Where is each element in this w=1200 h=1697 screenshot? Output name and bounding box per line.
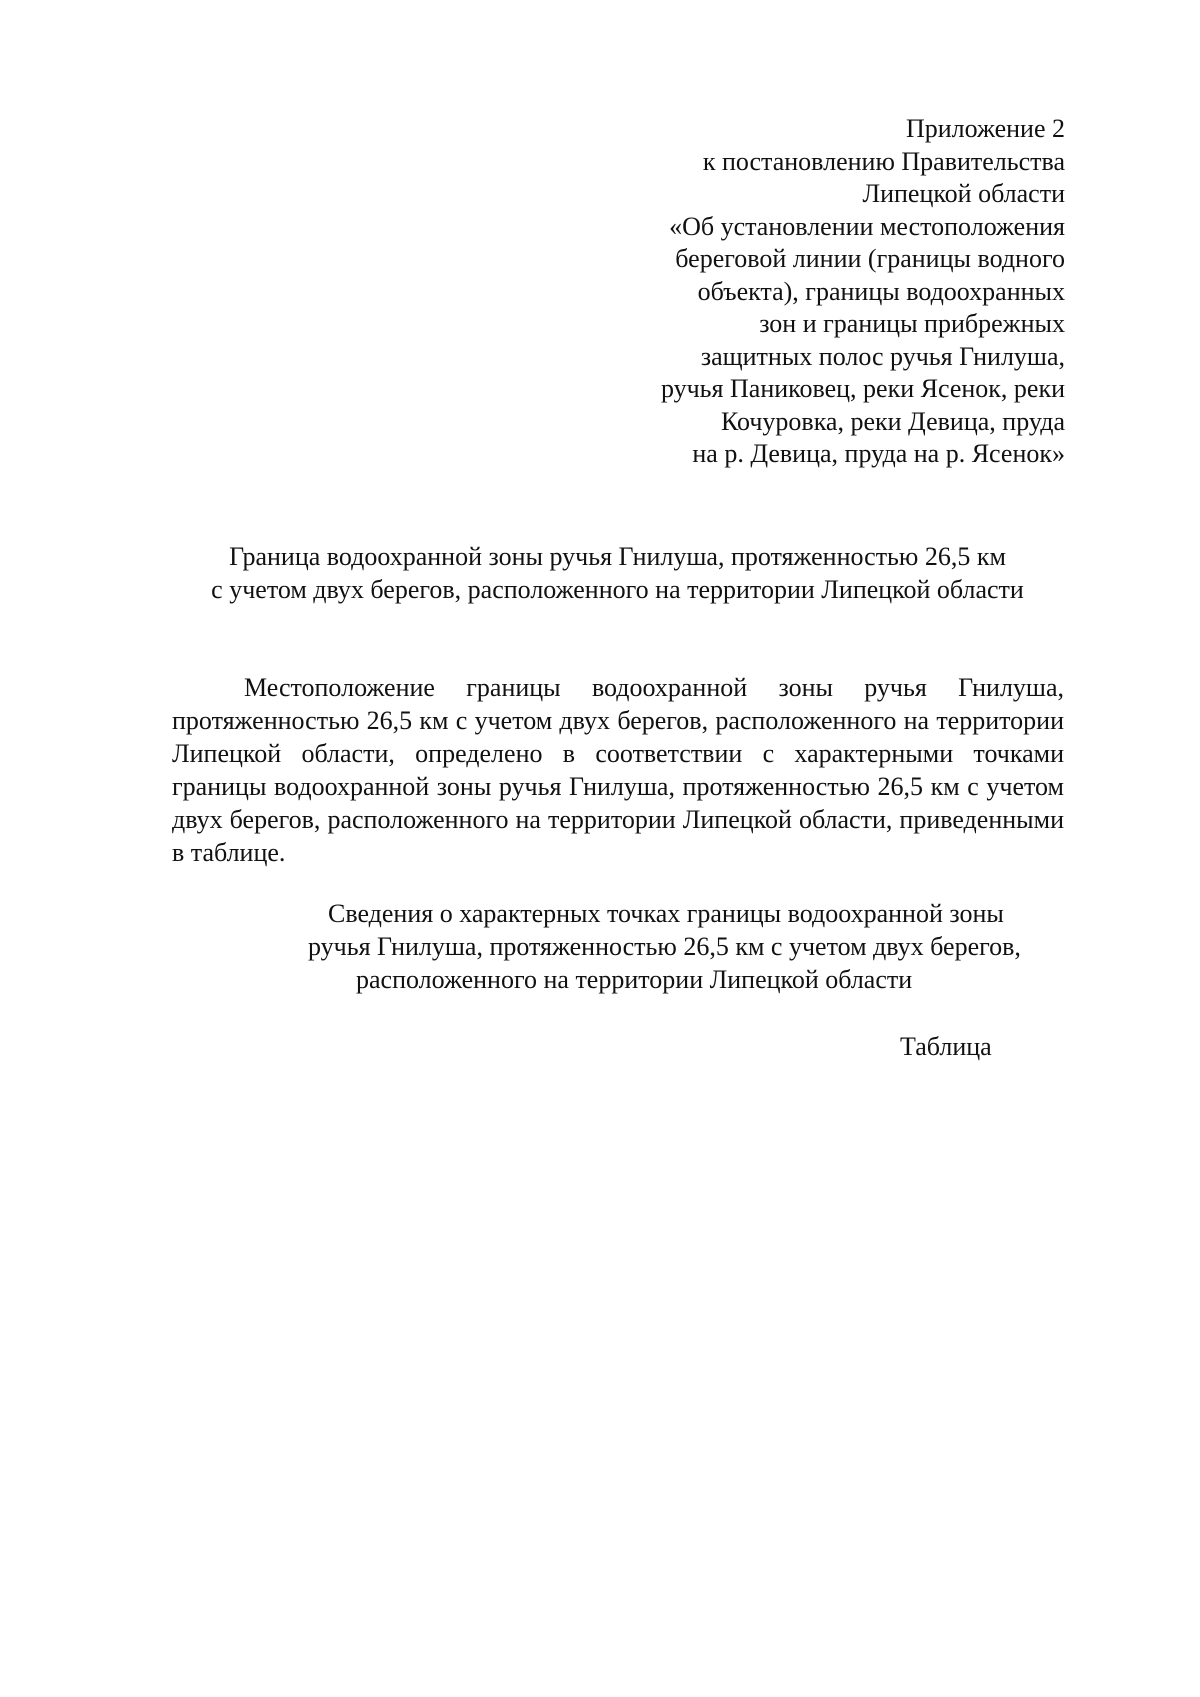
caption-line: Сведения о характерных точках границы водоохранной зоны — [328, 899, 1004, 928]
title-line: с учетом двух берегов, расположенного на территории Липецкой области — [211, 575, 1024, 604]
appendix-line: Липецкой области — [862, 179, 1065, 208]
appendix-line: «Об установлении местоположения — [669, 211, 1065, 241]
appendix-line: защитных полос ручья Гнилуша, — [700, 341, 1065, 371]
document-title — [170, 540, 1065, 606]
caption-line: ручья Гнилуша, протяженностью 26,5 км с учетом двух берегов, — [308, 932, 1021, 961]
appendix-line: к постановлению Правительства — [702, 146, 1065, 176]
table-label: Таблица — [900, 1032, 992, 1061]
appendix-header — [595, 113, 1065, 471]
appendix-line: Кочуровка, реки Девица, пруда — [720, 406, 1065, 436]
caption-line: расположенного на территории Липецкой области — [356, 965, 913, 994]
appendix-line: на р. Девица, пруда на р. Ясенок» — [692, 439, 1065, 468]
appendix-line: зон и границы прибрежных — [759, 309, 1065, 338]
body-paragraph: Местоположение границы водоохранной зоны ручья Гнилуша, протяженностью 26,5 км с учетом двух берегов, расположенного на территории Липецкой области, определено в соответствии с характерными точками границы водоохранной зоны ручья Гнилуша, протяженностью 26,5 км с учетом двух берегов, расположенного на территории Липецкой области, приведенными в таблице. — [172, 673, 1064, 867]
appendix-line: Приложение 2 — [905, 114, 1065, 143]
table-caption — [280, 897, 1120, 996]
title-line: Граница водоохранной зоны ручья Гнилуша, протяженностью 26,5 км — [229, 542, 1006, 571]
appendix-line: объекта), границы водоохранных — [697, 276, 1065, 306]
appendix-line: береговой линии (границы водного — [675, 244, 1065, 273]
appendix-line: ручья Паниковец, реки Ясенок, реки — [660, 374, 1065, 403]
